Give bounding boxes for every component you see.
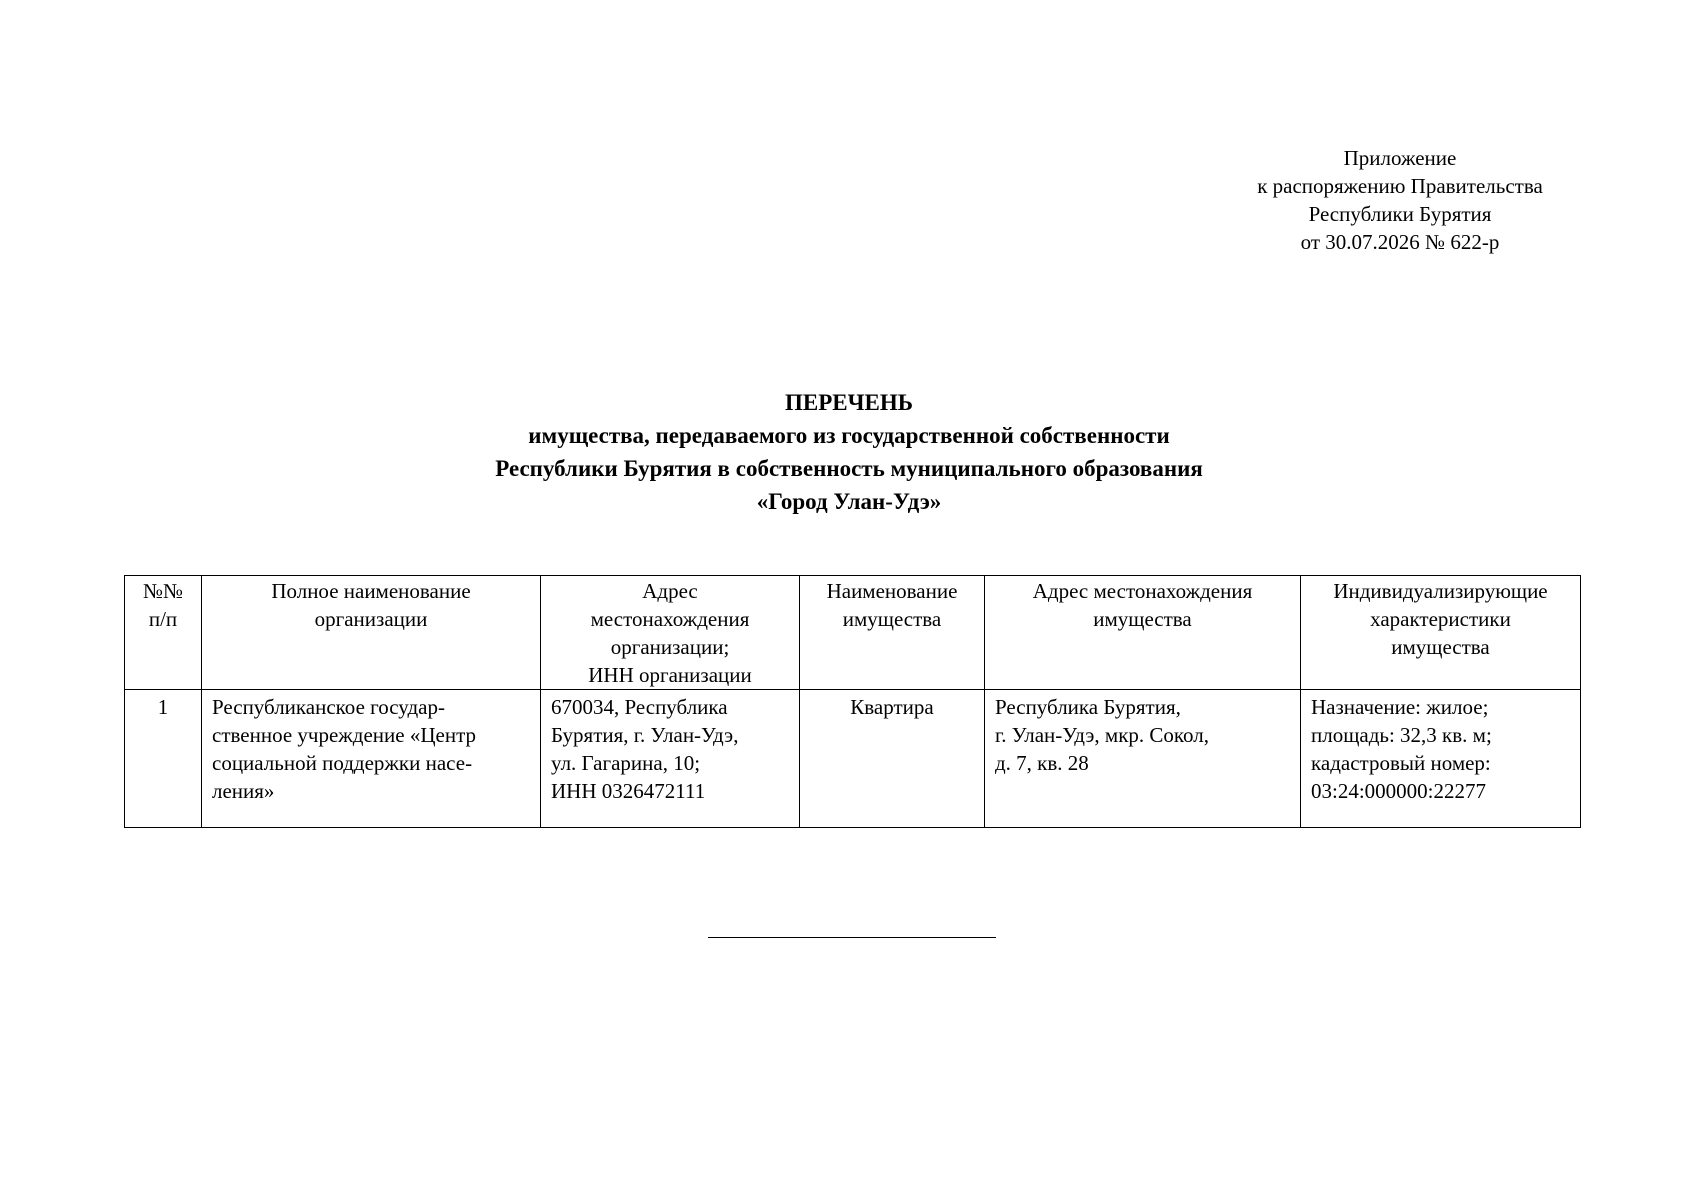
cell-line: ления» [212, 779, 275, 803]
table-row [125, 690, 1581, 828]
property-table [124, 575, 1581, 828]
header-line: Адрес местонахождения [1032, 579, 1253, 603]
cell-line: ул. Гагарина, 10; [551, 751, 701, 775]
cell-line: Республиканское государ- [212, 695, 445, 719]
header-property-name [800, 576, 985, 690]
appendix-order-date-number: от 30.07.2026 № 622-р [1300, 230, 1500, 254]
cell-number: 1 [125, 690, 202, 828]
header-line: организации; [610, 635, 730, 659]
document-title [0, 386, 1698, 518]
title-heading: ПЕРЕЧЕНЬ [785, 390, 913, 415]
cell-property-address [985, 690, 1301, 828]
header-line: местонахождения [590, 607, 750, 631]
header-characteristics [1301, 576, 1581, 690]
header-org-address [541, 576, 800, 690]
title-line-3: «Город Улан-Удэ» [756, 489, 942, 514]
appendix-government: Республики Бурятия [1308, 202, 1492, 226]
cell-property-name: Квартира [800, 690, 985, 828]
cell-line: д. 7, кв. 28 [995, 751, 1089, 775]
cell-org-address [541, 690, 800, 828]
appendix-note [1180, 144, 1620, 256]
header-line: Наименование [826, 579, 958, 603]
header-line: ИНН организации [588, 663, 752, 687]
cell-line: Назначение: жилое; [1311, 695, 1489, 719]
cell-line: Республика Бурятия, [995, 695, 1181, 719]
header-number [125, 576, 202, 690]
header-organization [202, 576, 541, 690]
header-line: имущества [1093, 607, 1192, 631]
cell-line: ственное учреждение «Центр [212, 723, 477, 747]
header-property-address [985, 576, 1301, 690]
header-line: Адрес [642, 579, 698, 603]
end-separator-line [708, 937, 996, 938]
cell-organization [202, 690, 541, 828]
header-line: Индивидуализирующие [1333, 579, 1548, 603]
header-line: имущества [842, 607, 942, 631]
cell-line: социальной поддержки насе- [212, 751, 473, 775]
cell-characteristics [1301, 690, 1581, 828]
cell-line: 03:24:000000:22277 [1311, 779, 1487, 803]
title-line-2: Республики Бурятия в собственность муниципального образования [495, 456, 1203, 481]
cell-line: кадастровый номер: [1311, 751, 1491, 775]
header-line: п/п [148, 607, 178, 631]
cell-line: 670034, Республика [551, 695, 728, 719]
appendix-order-reference: к распоряжению Правительства [1257, 174, 1543, 198]
cell-line: ИНН 0326472111 [551, 779, 706, 803]
appendix-label: Приложение [1343, 146, 1457, 170]
header-line: организации [314, 607, 428, 631]
header-line: имущества [1391, 635, 1490, 659]
header-line: характеристики [1370, 607, 1511, 631]
table-header-row [125, 576, 1581, 690]
header-line: №№ [142, 579, 184, 603]
cell-line: площадь: 32,3 кв. м; [1311, 723, 1492, 747]
cell-line: Бурятия, г. Улан-Удэ, [551, 723, 739, 747]
title-line-1: имущества, передаваемого из государственной собственности [528, 423, 1170, 448]
cell-line: г. Улан-Удэ, мкр. Сокол, [995, 723, 1210, 747]
header-line: Полное наименование [271, 579, 471, 603]
